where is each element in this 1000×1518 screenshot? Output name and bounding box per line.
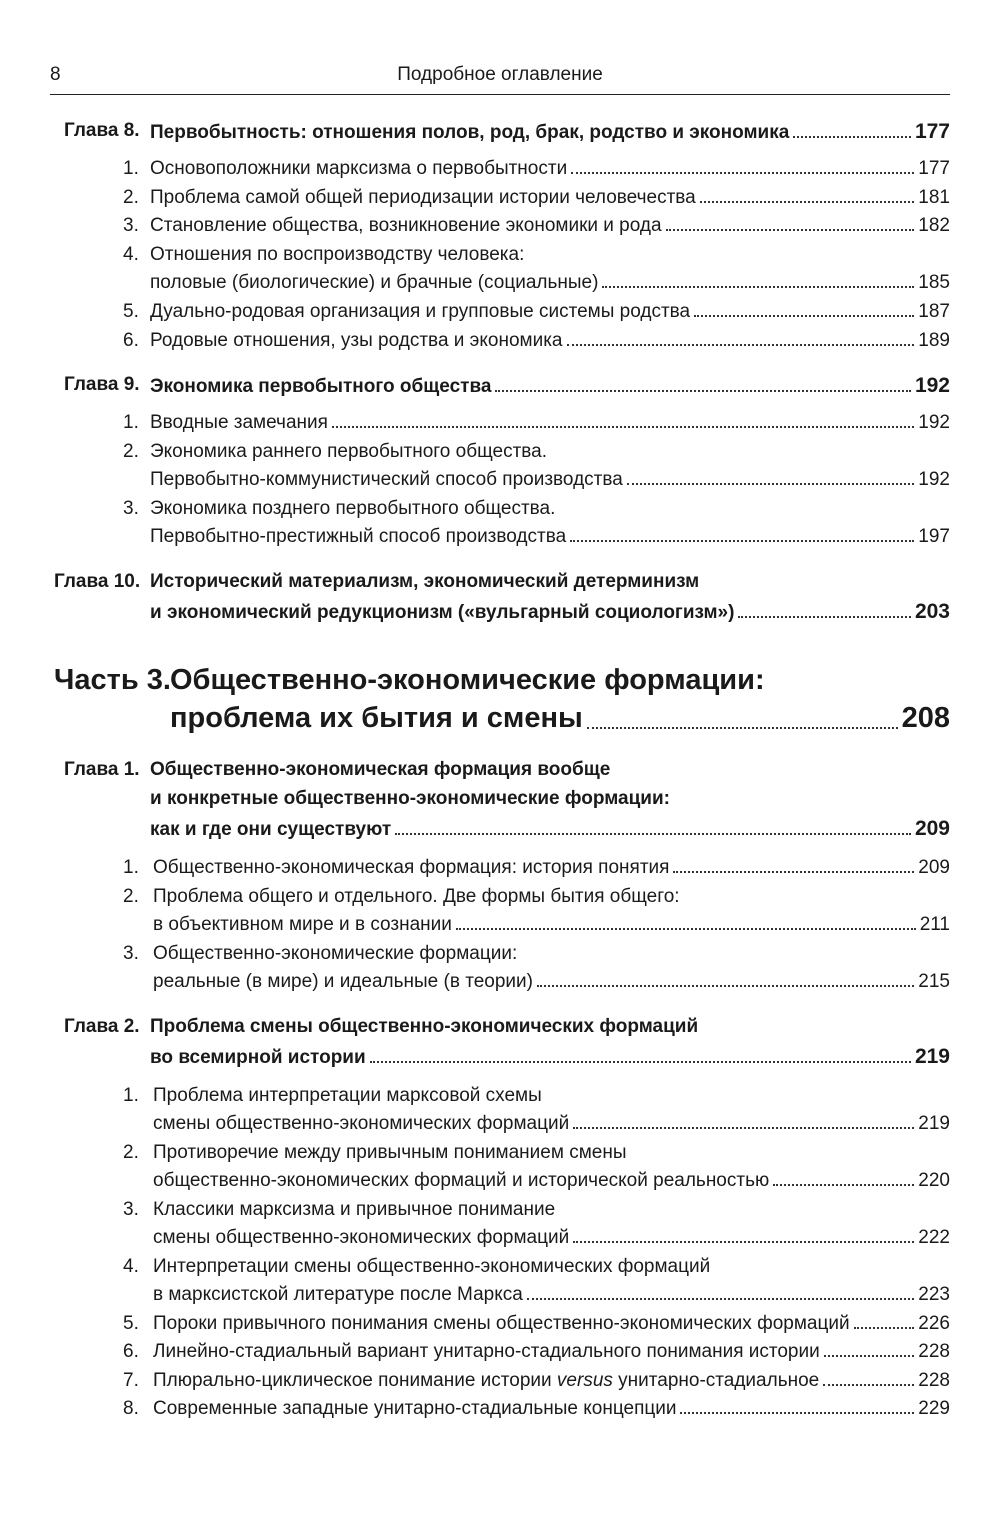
- toc-entry[interactable]: [153, 1342, 950, 1361]
- dot-leader: [571, 172, 914, 174]
- dot-leader: [332, 426, 914, 428]
- section-title: в объективном мире и в сознании: [153, 914, 452, 935]
- chapter-10-entry[interactable]: [150, 601, 950, 622]
- section-title: Дуально-родовая организация и групповые системы родства: [150, 301, 691, 322]
- chapter-title: как и где они существуют: [150, 819, 392, 840]
- dot-leader: [573, 1127, 914, 1129]
- section-title: Линейно-стадиальный вариант унитарно-стадиального понимания истории: [153, 1341, 820, 1362]
- section-title: в марксистской литературе после Маркса: [153, 1284, 523, 1305]
- section-title-line1: Отношения по воспроизводству человека:: [150, 244, 525, 265]
- toc-entry[interactable]: [153, 915, 950, 934]
- chapter-page: 203: [914, 600, 950, 623]
- section-page: 220: [918, 1170, 950, 1191]
- chapter-page: 209: [914, 817, 950, 840]
- section-page: 185: [918, 272, 950, 293]
- chapter-title-line1: Общественно-экономическая формация вообще: [150, 759, 611, 780]
- section-page: 182: [918, 215, 950, 236]
- dot-leader: [570, 540, 914, 542]
- chapter-2-entry[interactable]: [150, 1046, 950, 1067]
- section-page: 189: [918, 330, 950, 351]
- dot-leader: [673, 871, 914, 873]
- toc-entry[interactable]: [150, 413, 950, 432]
- section-title-part: унитарно-стадиальное: [612, 1370, 820, 1391]
- section-title: реальные (в мире) и идеальные (в теории): [153, 971, 533, 992]
- page-number: 8: [50, 64, 61, 85]
- dot-leader: [824, 1355, 915, 1357]
- section-title: Становление общества, возникновение экономики и рода: [150, 215, 662, 236]
- chapter-title-line2: и конкретные общественно-экономические формации:: [150, 788, 670, 809]
- section-number: 3.: [123, 943, 139, 964]
- chapter-8-prefix: Глава 8.: [64, 120, 140, 141]
- section-title-line1: Проблема общего и отдельного. Две формы бытия общего:: [153, 886, 680, 907]
- chapter-title: Экономика первобытного общества: [150, 376, 492, 397]
- dot-leader: [854, 1327, 915, 1329]
- section-number: 8.: [123, 1398, 139, 1419]
- section-title-italic: versus: [556, 1370, 613, 1391]
- section-title: Вводные замечания: [150, 412, 328, 433]
- section-page: 226: [918, 1313, 950, 1334]
- toc-entry[interactable]: [153, 1114, 950, 1133]
- section-number: 3.: [123, 498, 139, 519]
- dot-leader: [370, 1061, 911, 1063]
- toc-entry[interactable]: [153, 1285, 950, 1304]
- dot-leader: [738, 616, 911, 618]
- dot-leader: [587, 727, 898, 729]
- running-title: Подробное оглавление: [397, 64, 603, 85]
- section-number: 7.: [123, 1370, 139, 1391]
- section-number: 5.: [123, 1313, 139, 1334]
- section-number: 1.: [123, 1085, 139, 1106]
- section-page: 197: [918, 526, 950, 547]
- toc-entry[interactable]: [153, 1314, 950, 1333]
- part-3-prefix: Часть 3.: [54, 664, 171, 696]
- dot-leader: [700, 201, 915, 203]
- section-title-line1: Противоречие между привычным пониманием смены: [153, 1142, 627, 1163]
- section-page: 192: [918, 469, 950, 490]
- section-number: 1.: [123, 857, 139, 878]
- toc-entry[interactable]: [150, 302, 950, 321]
- chapter-1-entry[interactable]: [150, 818, 950, 839]
- toc-entry[interactable]: [150, 331, 950, 350]
- section-title-line1: Проблема интерпретации марксовой схемы: [153, 1085, 542, 1106]
- section-page: 209: [918, 857, 950, 878]
- dot-leader: [666, 229, 915, 231]
- section-title: Основоположники марксизма о первобытности: [150, 158, 568, 179]
- section-title: смены общественно-экономических формаций: [153, 1227, 570, 1248]
- dot-leader: [694, 315, 914, 317]
- section-page: 192: [918, 412, 950, 433]
- part-page: 208: [901, 702, 950, 734]
- section-title: Проблема самой общей периодизации истории человечества: [150, 187, 696, 208]
- section-title-part: Плюрально-циклическое понимание истории: [153, 1370, 557, 1391]
- toc-entry[interactable]: [150, 470, 950, 489]
- section-page: 181: [918, 187, 950, 208]
- section-number: 2.: [123, 187, 139, 208]
- chapter-2-prefix: Глава 2.: [64, 1016, 140, 1037]
- section-page: 219: [918, 1113, 950, 1134]
- chapter-9-entry[interactable]: [150, 375, 950, 396]
- part-title: проблема их бытия и смены: [170, 702, 583, 734]
- chapter-title: Первобытность: отношения полов, род, брак, родство и экономика: [150, 122, 790, 143]
- chapter-page: 177: [914, 120, 950, 143]
- section-page: 215: [918, 971, 950, 992]
- chapter-title-line1: Исторический материализм, экономический детерминизм: [150, 571, 700, 592]
- dot-leader: [627, 483, 914, 485]
- section-number: 2.: [123, 441, 139, 462]
- toc-entry[interactable]: [150, 273, 950, 292]
- section-title: Общественно-экономическая формация: история понятия: [153, 857, 670, 878]
- chapter-page: 219: [914, 1045, 950, 1068]
- section-title-line1: Интерпретации смены общественно-экономических формаций: [153, 1256, 711, 1277]
- section-title: Первобытно-коммунистический способ производства: [150, 469, 623, 490]
- section-page: 229: [918, 1398, 950, 1419]
- dot-leader: [495, 390, 911, 392]
- toc-entry[interactable]: [150, 159, 950, 178]
- section-number: 4.: [123, 244, 139, 265]
- section-page: 177: [918, 158, 950, 179]
- section-number: 6.: [123, 1341, 139, 1362]
- section-title: Родовые отношения, узы родства и экономика: [150, 330, 563, 351]
- section-page: 187: [918, 301, 950, 322]
- toc-entry[interactable]: [150, 188, 950, 207]
- part-title-line1: Общественно-экономические формации:: [170, 664, 765, 696]
- chapter-9-prefix: Глава 9.: [64, 374, 140, 395]
- section-page: 223: [918, 1284, 950, 1305]
- toc-entry[interactable]: [153, 858, 950, 877]
- section-number: 1.: [123, 412, 139, 433]
- dot-leader: [567, 344, 915, 346]
- toc-entry[interactable]: [153, 1371, 950, 1390]
- section-number: 4.: [123, 1256, 139, 1277]
- dot-leader: [573, 1241, 914, 1243]
- section-title-line1: Классики марксизма и привычное понимание: [153, 1199, 556, 1220]
- section-title: общественно-экономических формаций и исторической реальностью: [153, 1170, 770, 1191]
- chapter-10-prefix: Глава 10.: [54, 571, 141, 592]
- toc-entry[interactable]: [153, 972, 950, 991]
- toc-entry[interactable]: [150, 216, 950, 235]
- section-number: 2.: [123, 1142, 139, 1163]
- section-page: 228: [918, 1341, 950, 1362]
- section-number: 1.: [123, 158, 139, 179]
- section-number: 3.: [123, 1199, 139, 1220]
- section-title: смены общественно-экономических формаций: [153, 1113, 570, 1134]
- section-title: Современные западные унитарно-стадиальные концепции: [153, 1398, 677, 1419]
- chapter-1-prefix: Глава 1.: [64, 759, 140, 780]
- section-title-line1: Экономика позднего первобытного общества.: [150, 498, 556, 519]
- chapter-title: во всемирной истории: [150, 1047, 366, 1068]
- section-page: 211: [919, 914, 950, 935]
- section-title-line1: Экономика раннего первобытного общества.: [150, 441, 547, 462]
- chapter-8-entry[interactable]: [150, 121, 950, 142]
- toc-entry[interactable]: [153, 1171, 950, 1190]
- dot-leader: [456, 928, 916, 930]
- section-number: 6.: [123, 330, 139, 351]
- page-header: [50, 60, 950, 95]
- section-number: 5.: [123, 301, 139, 322]
- dot-leader: [395, 833, 911, 835]
- dot-leader: [823, 1384, 914, 1386]
- section-page: 222: [918, 1227, 950, 1248]
- dot-leader: [527, 1298, 914, 1300]
- section-title: [153, 1371, 819, 1390]
- dot-leader: [680, 1412, 914, 1414]
- section-number: 2.: [123, 886, 139, 907]
- chapter-title-line1: Проблема смены общественно-экономических формаций: [150, 1016, 699, 1037]
- section-title: половые (биологические) и брачные (социальные): [150, 272, 599, 293]
- dot-leader: [602, 286, 914, 288]
- toc-entry[interactable]: [153, 1228, 950, 1247]
- chapter-title: и экономический редукционизм («вульгарный социологизм»): [150, 602, 735, 623]
- toc-entry[interactable]: [150, 527, 950, 546]
- chapter-page: 192: [914, 374, 950, 397]
- dot-leader: [773, 1184, 914, 1186]
- section-title-line1: Общественно-экономические формации:: [153, 943, 518, 964]
- dot-leader: [793, 136, 911, 138]
- toc-entry[interactable]: [153, 1399, 950, 1418]
- dot-leader: [537, 985, 914, 987]
- section-title: Первобытно-престижный способ производства: [150, 526, 567, 547]
- section-title: Пороки привычного понимания смены общественно-экономических формаций: [153, 1313, 850, 1334]
- section-page: 228: [918, 1370, 950, 1391]
- section-number: 3.: [123, 215, 139, 236]
- part-3-entry[interactable]: [170, 704, 950, 733]
